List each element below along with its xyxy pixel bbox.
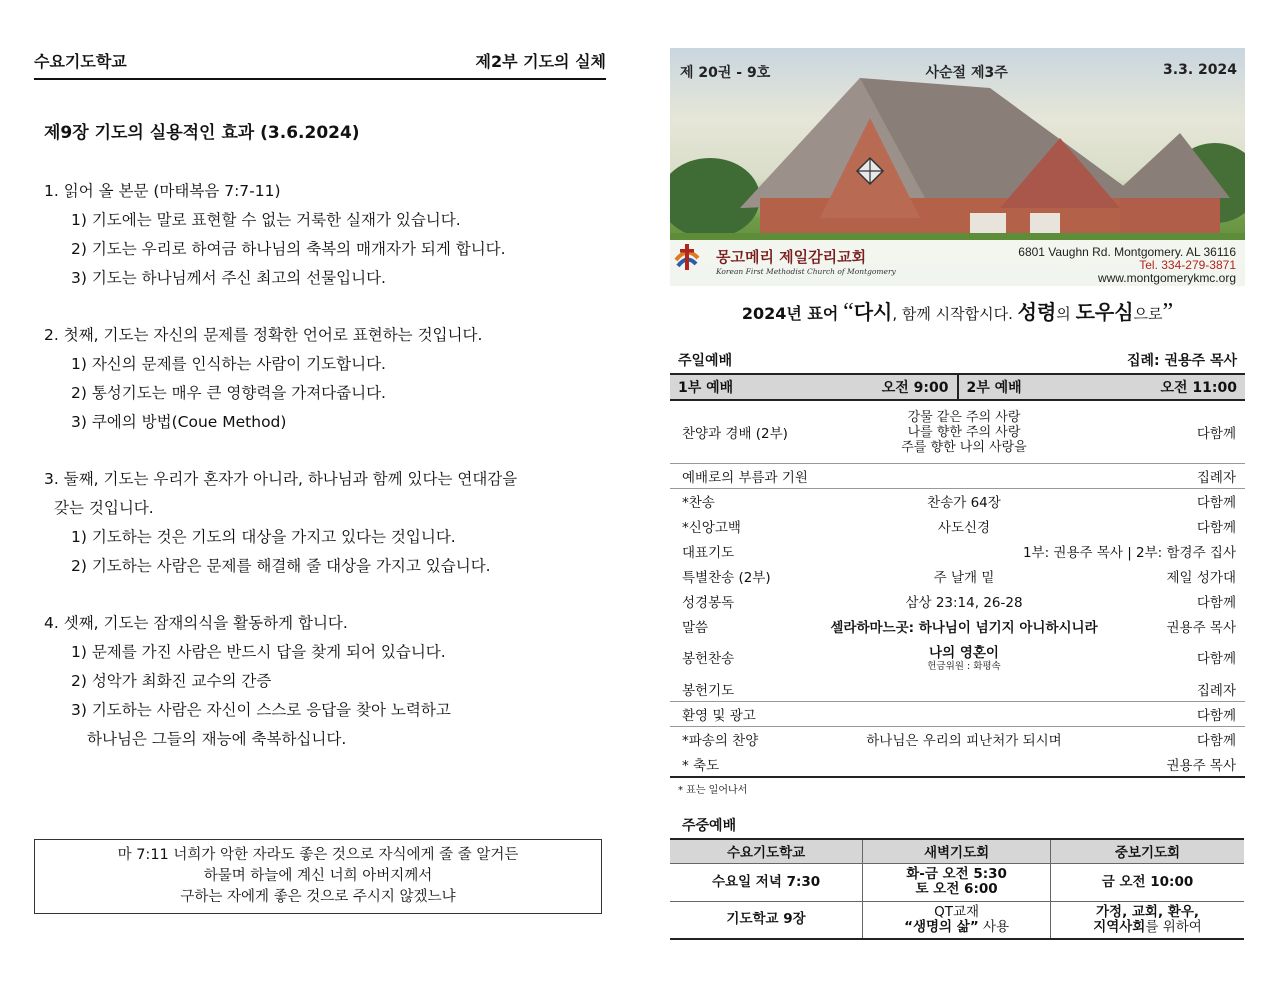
motto-word: 다시	[853, 300, 893, 324]
worship-leader-cell: 권용주 목사	[1166, 757, 1236, 774]
cover-image	[670, 48, 1245, 286]
motto-open-quote: “	[843, 299, 854, 325]
church-phone: Tel. 334-279-3871	[1139, 258, 1236, 272]
worship-item: *신앙고백	[682, 519, 741, 536]
motto-word: 도우심	[1075, 300, 1134, 324]
section-point: 3) 쿠에의 방법(Coue Method)	[71, 413, 287, 431]
worship-row	[670, 463, 1245, 488]
column-header: 중보기도회	[1051, 839, 1244, 863]
second-service-time: 오전 11:00	[1160, 380, 1237, 396]
dawn-time-saturday: 토 오전 6:00	[915, 881, 998, 897]
liturgical-season: 사순절 제3주	[925, 65, 1008, 81]
section-point: 2) 통성기도는 매우 큰 영향력을 가져다줍니다.	[71, 384, 386, 402]
offering-committee: 헌금위원 : 화평속	[927, 661, 1001, 672]
section-point: 2) 기도하는 사람은 문제를 해결해 줄 대상을 가지고 있습니다.	[71, 557, 491, 575]
left-page	[34, 48, 606, 782]
worship-detail: 사도신경	[937, 519, 991, 536]
worship-leader-cell: 다함께	[1196, 495, 1236, 511]
table-row	[670, 863, 1244, 901]
bulletin-info	[680, 62, 1237, 82]
worship-detail: 삼상 23:14, 26-28	[905, 594, 1023, 611]
qt-material-title: “생명의 삶”	[904, 918, 979, 935]
worship-row	[670, 588, 1245, 613]
worship-item: 봉헌찬송	[682, 651, 735, 667]
worship-leader-cell: 다함께	[1196, 426, 1236, 442]
verse-line: 하물며 하늘에 계신 너희 아버지께서	[203, 868, 433, 884]
section-heading: 2. 첫째, 기도는 자신의 문제를 정확한 언어로 표현하는 것입니다.	[44, 326, 483, 344]
worship-item: 대표기도	[682, 544, 735, 561]
offering-hymn: 나의 영혼이	[929, 645, 999, 661]
section-point: 1) 문제를 가진 사람은 반드시 답을 찾게 되어 있습니다.	[71, 643, 446, 661]
worship-item: *찬송	[682, 495, 715, 511]
column-header: 새벽기도회	[863, 839, 1051, 863]
sunday-worship-header	[670, 350, 1245, 370]
worship-leader-cell: 다함께	[1196, 519, 1236, 536]
church-name: 몽고메리 제일감리교회	[716, 248, 867, 266]
chapter-title: 제9장 기도의 실용적인 효과 (3.6.2024)	[44, 123, 360, 143]
table-cell	[863, 863, 1051, 901]
table-row	[670, 901, 1244, 939]
worship-leader-cell: 제일 성가대	[1166, 569, 1236, 586]
worship-detail	[812, 641, 1116, 673]
worship-leader-cell: 집례자	[1196, 470, 1236, 486]
worship-leader-cell: 집례자	[1196, 682, 1236, 699]
praise-song: 강물 같은 주의 사랑	[907, 409, 1021, 425]
table-cell	[1051, 901, 1244, 939]
outline-section	[44, 465, 606, 581]
church-info-strip	[670, 240, 1245, 286]
worship-detail: 주 날개 밑	[933, 569, 995, 586]
outline-section	[44, 609, 606, 754]
intercession-suffix: 를 위하여	[1145, 918, 1202, 935]
section-point: 2) 성악가 최화진 교수의 간증	[71, 672, 272, 690]
section-point: 1) 기도에는 말로 표현할 수 없는 거룩한 실재가 있습니다.	[71, 211, 461, 229]
praise-song: 나를 향한 주의 사랑	[907, 424, 1021, 440]
first-service-label: 1부 예배	[678, 380, 734, 396]
first-service-time: 오전 9:00	[881, 380, 949, 396]
worship-item: 특별찬송 (2부)	[682, 569, 771, 586]
praise-song: 주를 향한 나의 사랑을	[901, 439, 1027, 455]
worship-row	[670, 538, 1245, 563]
worship-leader-cell: 다함께	[1196, 651, 1236, 667]
column-header: 수요기도학교	[670, 839, 863, 863]
motto-close-quote: ”	[1162, 299, 1174, 325]
section-heading: 4. 셋째, 기도는 잠재의식을 활동하게 합니다.	[44, 614, 348, 632]
worship-leader: 집례: 권용주 목사	[1126, 353, 1237, 369]
sunday-worship-title: 주일예배	[678, 353, 733, 369]
worship-leader-cell: 다함께	[1196, 733, 1236, 749]
verse-line: 구하는 자에게 좋은 것으로 주시지 않겠느냐	[180, 889, 456, 905]
church-website[interactable]: www.montgomerykmc.org	[1097, 271, 1236, 285]
section-heading: 3. 둘째, 기도는 우리가 혼자가 아니라, 하나님과 함께 있다는 연대감을	[44, 470, 518, 488]
motto-text: , 함께 시작합시다.	[892, 305, 1018, 323]
first-service	[670, 375, 957, 399]
section-point: 3) 기도는 하나님께서 주신 최고의 선물입니다.	[71, 269, 386, 287]
worship-row	[670, 513, 1245, 538]
worship-detail	[812, 410, 1116, 455]
weekday-worship-title: 주중예배	[682, 818, 737, 834]
church-logo-icon	[670, 240, 704, 274]
worship-item: 성경봉독	[682, 594, 735, 611]
dawn-time-weekday: 화-금 오전 5:30	[906, 866, 1007, 882]
worship-detail: 찬송가 64장	[927, 495, 1001, 511]
section-heading-cont: 갖는 것입니다.	[54, 499, 154, 517]
worship-row	[670, 638, 1245, 676]
worship-item: * 축도	[682, 757, 720, 774]
section-point: 1) 기도하는 것은 기도의 대상을 가지고 있다는 것입니다.	[71, 528, 456, 546]
worship-row	[670, 701, 1245, 726]
worship-item: 찬양과 경배 (2부)	[682, 426, 788, 442]
worship-item: 봉헌기도	[682, 682, 735, 699]
worship-row	[670, 401, 1245, 463]
motto-text: 의	[1056, 305, 1076, 323]
church-address: 6801 Vaughn Rd. Montgomery. AL 36116	[1018, 245, 1236, 259]
worship-leader-cell: 1부: 권용주 목사 | 2부: 함경주 집사	[1022, 544, 1236, 561]
worship-detail: 하나님은 우리의 피난처가 되시며	[866, 733, 1062, 749]
motto-year: 2024년 표어	[741, 304, 839, 323]
table-cell	[863, 901, 1051, 939]
intercession-community: 지역사회	[1093, 918, 1146, 935]
outline-section	[44, 321, 606, 437]
year-motto	[670, 294, 1245, 330]
worship-row	[670, 726, 1245, 751]
table-header-row	[670, 839, 1244, 863]
school-title: 수요기도학교	[34, 52, 127, 71]
worship-row	[670, 613, 1245, 638]
memory-verse-box	[34, 839, 602, 914]
left-header	[34, 48, 606, 80]
worship-leader-cell: 권용주 목사	[1166, 619, 1236, 636]
outline-section	[44, 177, 606, 293]
standing-footnote: * 표는 일어나서	[670, 776, 1245, 799]
motto-text: 으로	[1133, 305, 1163, 323]
worship-leader-cell: 다함께	[1196, 594, 1236, 611]
qt-material-label: QT교재	[934, 903, 980, 920]
table-cell: 기도학교 9장	[670, 901, 863, 939]
part-title: 제2부 기도의 실체	[475, 52, 606, 71]
second-service-label: 2부 예배	[966, 380, 1022, 396]
right-page	[670, 48, 1245, 940]
worship-row	[670, 563, 1245, 588]
worship-row	[670, 488, 1245, 513]
motto-word: 성령	[1017, 300, 1057, 324]
order-of-worship	[670, 401, 1245, 799]
service-times-bar	[670, 373, 1245, 401]
table-cell: 수요일 저녁 7:30	[670, 863, 863, 901]
church-contact	[1018, 246, 1236, 285]
second-service	[957, 375, 1246, 399]
section-point: 1) 자신의 문제를 인식하는 사람이 기도합니다.	[71, 355, 386, 373]
bulletin-date: 3.3. 2024	[1163, 62, 1237, 78]
table-cell: 금 오전 10:00	[1051, 863, 1244, 901]
worship-item: 말씀	[682, 619, 709, 636]
intercession-targets: 가정, 교회, 환우,	[1095, 903, 1200, 920]
worship-item: 환영 및 광고	[682, 708, 756, 724]
qt-material-use: 사용	[978, 918, 1010, 935]
worship-row	[670, 676, 1245, 701]
section-point: 3) 기도하는 사람은 자신이 스스로 응답을 찾아 노력하고	[71, 701, 451, 719]
section-point: 2) 기도는 우리로 하여금 하나님의 축복의 매개자가 되게 합니다.	[71, 240, 506, 258]
section-point-cont: 하나님은 그들의 재능에 축복하십니다.	[87, 730, 347, 748]
section-heading: 1. 읽어 올 본문 (마태복음 7:7-11)	[44, 182, 281, 200]
sermon-title: 셀라하마느곳: 하나님이 넘기지 아니하시니라	[830, 619, 1098, 636]
worship-leader-cell: 다함께	[1196, 708, 1236, 724]
lesson-outline	[34, 177, 606, 754]
verse-line: 마 7:11 너희가 악한 자라도 좋은 것으로 자식에게 줄 줄 알거든	[117, 847, 519, 863]
weekday-schedule-table	[670, 838, 1244, 940]
worship-item: *파송의 찬양	[682, 733, 759, 749]
church-name-en: Korean First Methodist Church of Montgomery	[716, 267, 896, 276]
volume-number: 제 20권 - 9호	[680, 65, 771, 81]
worship-row	[670, 751, 1245, 776]
worship-item: 예배로의 부름과 기원	[682, 470, 808, 486]
